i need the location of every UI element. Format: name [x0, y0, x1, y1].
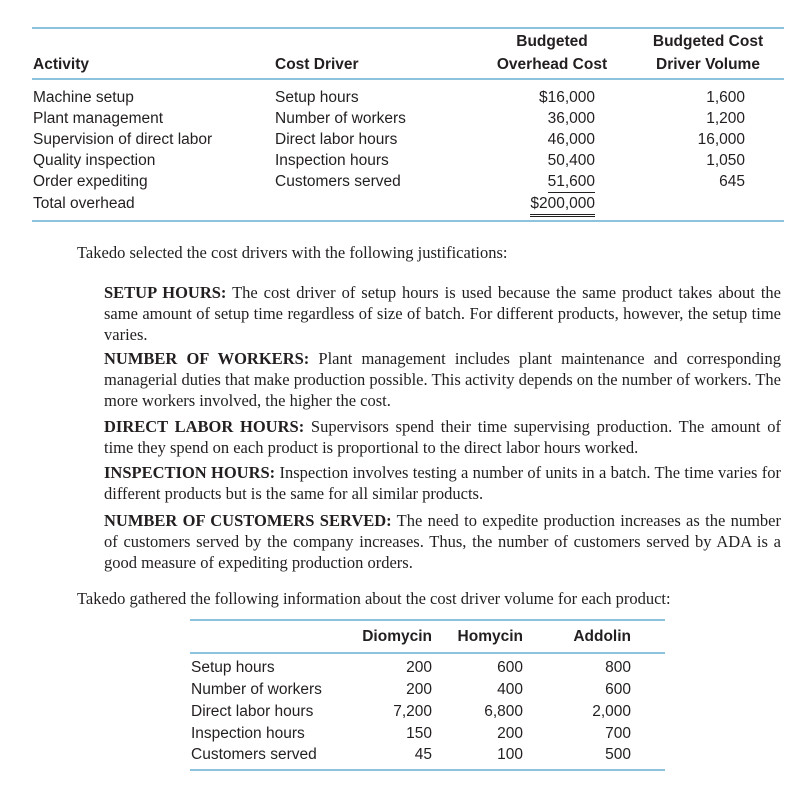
- total-row: Total overhead $200,000: [32, 193, 784, 214]
- table-row: Inspection hours 150 200 700: [191, 725, 631, 742]
- table-row: Supervision of direct labor Direct labor hours 46,000 16,000: [33, 131, 745, 148]
- justification-inspection-hours: INSPECTION HOURS: Inspection involves testing a number of units in a batch. The time varies for different products but is the same for all similar products.: [104, 463, 781, 503]
- header-diomycin: Diomycin: [362, 628, 432, 645]
- table-row: Customers served 45 100 500: [191, 746, 631, 763]
- header-homycin: Homycin: [457, 628, 523, 645]
- justification-direct-labor-hours: DIRECT LABOR HOURS: Supervisors spend their time supervising production. The amount of time they spend on each product is proportional to the direct labor hours worked.: [104, 417, 781, 457]
- table-row: Plant management Number of workers 36,000 1,200: [33, 110, 745, 127]
- table-top-rule: [32, 27, 784, 29]
- table-row: Number of workers 200 400 600: [191, 681, 631, 698]
- header-bottom-rule: [32, 78, 784, 80]
- header-activity: Activity: [33, 56, 89, 73]
- table-row: Setup hours 200 600 800: [191, 659, 631, 676]
- outro-text: Takedo gathered the following information about the cost driver volume for each product:: [77, 589, 671, 608]
- total-overhead-value: $200,000: [530, 193, 595, 217]
- product-header-row: [190, 626, 665, 648]
- justification-number-of-workers: NUMBER OF WORKERS: Plant management includes plant maintenance and corresponding managerial duties that make production possible. This activity depends on the number of workers. The more workers involved, the higher the cost.: [104, 349, 781, 410]
- table-bottom-rule: [32, 220, 784, 222]
- table-row: Direct labor hours 7,200 6,800 2,000: [191, 703, 631, 720]
- header-driver-volume: Budgeted Cost Driver Volume: [652, 33, 764, 73]
- intro-text: Takedo selected the cost drivers with the following justifications:: [77, 243, 508, 262]
- header-addolin: Addolin: [573, 628, 631, 645]
- header-cost-driver: Cost Driver: [275, 56, 359, 73]
- table-row: Machine setup Setup hours $16,000 1,600: [33, 89, 745, 106]
- product-header-rule: [190, 652, 665, 654]
- table-row: Quality inspection Inspection hours 50,400 1,050: [33, 152, 745, 169]
- table-row: Order expediting Customers served 51,600 645: [32, 171, 784, 192]
- product-table-top-rule: [190, 619, 665, 621]
- header-overhead-cost: Budgeted Overhead Cost: [496, 33, 608, 73]
- justification-customers-served: NUMBER OF CUSTOMERS SERVED: The need to expedite production increases as the number of customers served by the company increases. Thus, the number of customers served by ADA is a good measure of expediting production orders.: [104, 511, 781, 572]
- product-table-bottom-rule: [190, 769, 665, 771]
- justification-setup-hours: SETUP HOURS: The cost driver of setup hours is used because the same product takes about the same amount of setup time regardless of size of batch. For different products, however, the setup time varies.: [104, 283, 781, 344]
